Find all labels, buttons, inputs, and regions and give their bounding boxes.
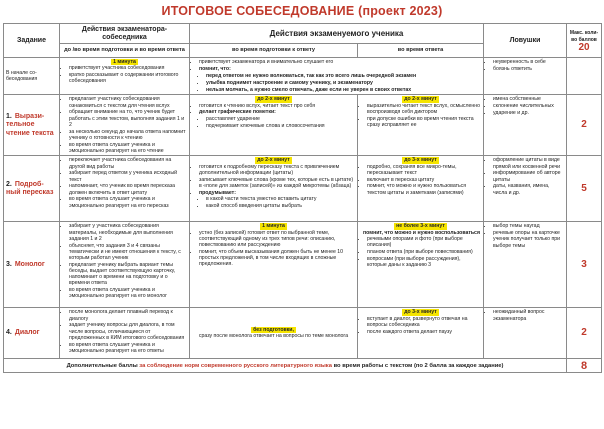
list-item: • после каждого ответа делает паузу (367, 329, 481, 335)
task-2-traps (484, 156, 567, 222)
task-row-1 (4, 95, 602, 156)
intro-score (567, 58, 602, 95)
task-1-prep (190, 95, 358, 156)
list-item: • неуверенность в себе (493, 59, 564, 65)
answer-heading: помнит, что можно и нужно воспользоваться (363, 229, 480, 236)
task-1-cell (4, 95, 60, 156)
list-item: • готовится к подробному пересказу текста с привлечением дополнительной информации (цитаты) (199, 164, 355, 176)
list-item: • помнит, что можно и нужно пользоваться текстом цитаты и заметками (записями) (367, 183, 481, 195)
list-item: • объясняет, что задания 3 и 4 связаны тематически и не имеют отношения к тексту, с которым работал ученик (69, 243, 187, 261)
list-item: • перед ответом не нужно волноваться, так как это всего лишь очередной экзамен (206, 73, 481, 79)
answer-time: не более 3-х минут (396, 223, 445, 230)
intro-traps (484, 58, 567, 95)
task-3-cell (4, 222, 60, 308)
list-item: • обращает внимание на то, что ученик будет работать с этим текстом, выполняя задания 1 и 2 (69, 109, 187, 127)
list-item: • во время ответа слушает ученика и эмоционально реагирует на его чтение (69, 142, 187, 154)
task-1-score: 2 (567, 95, 602, 156)
header-traps: Ловушки (484, 24, 567, 58)
list-item: • склонение числительных (493, 103, 564, 109)
task-3-score: 3 (567, 222, 602, 308)
task-name: Монолог (14, 260, 45, 268)
list-item: • переключает участника собеседования на другой вид работы (69, 157, 187, 169)
task-number: 4. (6, 329, 12, 337)
task-name: Подроб-ный пересказ (6, 180, 54, 196)
list-item: • приветствует участника собеседования (69, 65, 187, 71)
list-item: • даты, названия, имена, числа и др. (493, 183, 564, 195)
header-max (567, 24, 602, 58)
list-item: • задает ученику вопросы для диалога, в том числе вопросы, отличающиеся от предложенных в КИМ итогового собеседования (69, 322, 187, 340)
prep-time: без подготовки, (253, 327, 294, 334)
prep-time: 1 минута (262, 223, 285, 230)
task-2-answer (358, 156, 484, 222)
list-item: • за несколько секунд до начала ответа напомнит ученику о готовности к чтению (69, 129, 187, 141)
list-item: • забирает у участника собеседования материалы, необходимые для выполнения задания 1 и 2 (69, 223, 187, 241)
header-max-label: Макс. коли-во баллов (569, 30, 599, 43)
task-number: 3. (6, 260, 12, 268)
list-item: • имена собственные (493, 96, 564, 102)
list-item: • выразительно читает текст вслух, осмысленно воспроизводя себя диктором (367, 103, 481, 115)
list-item: • подробно, сохраняя все микро-темы, пересказывает текст (367, 164, 481, 176)
task-2-prep (190, 156, 358, 222)
list-item: • в какой части текста уместно вставить цитату (206, 196, 355, 202)
footer-score: 8 (567, 359, 602, 373)
list-item: • во время ответа слушает ученика и эмоционально реагирует на его монолог (69, 287, 187, 299)
task-4-answer (358, 308, 484, 359)
list-item: • предлагает ученику выбрать вариант темы беседы, выдает соответствующую карточку, напоминает о времени на подготовку и о времени ответа (69, 262, 187, 286)
task-4-prep (190, 308, 358, 359)
task-3-traps (484, 222, 567, 308)
task-name: Вырази-тельное чтение текста (6, 113, 54, 137)
header-student: Действия экзаменуемого ученика (190, 24, 484, 44)
subheader-answer: во время ответа (358, 44, 484, 58)
list-item: • какой способ введения цитаты выбрать (206, 203, 355, 209)
header-row (4, 24, 602, 44)
task-1-traps (484, 95, 567, 156)
task-4-cell (4, 308, 60, 359)
list-item: • информирование об авторе цитаты (493, 170, 564, 182)
task-2-examiner (60, 156, 190, 222)
list-item: • готовится к чтению вслух, читает текст про себя (199, 103, 355, 109)
list-item: • продумывает: (199, 190, 355, 196)
header-task: Задание (4, 24, 60, 58)
list-item: • расставляет ударение (206, 116, 355, 122)
list-item: • после монолога делает плавный переход к диалогу (69, 309, 187, 321)
subheader-examiner: до /во время подготовки и во время ответа (60, 44, 190, 58)
intro-time: 1 минута (113, 59, 136, 65)
list-item: • подчеркивает ключевые слова и словосочетания (206, 123, 355, 129)
list-item: • планом ответа (при выборе повествования) (367, 249, 481, 255)
footer-row (4, 359, 602, 373)
list-item: • при допуске ошибки во время чтения текста сразу исправляет ее (367, 116, 481, 128)
task-3-answer (358, 222, 484, 308)
list-item: • оформление цитаты в виде прямой или косвенной речи (493, 157, 564, 169)
task-2-cell (4, 156, 60, 222)
task-2-score: 5 (567, 156, 602, 222)
task-4-traps (484, 308, 567, 359)
list-item: • напоминает, что ученик во время пересказа должен включить в ответ цитату (69, 183, 187, 195)
intro-row (4, 58, 602, 95)
footer-part-c: во время работы с текстом (по 2 балла за каждое задание) (333, 362, 504, 369)
task-row-3 (4, 222, 602, 308)
task-3-examiner (60, 222, 190, 308)
intro-task: В начале со-беседования (4, 58, 60, 95)
prep-text: сразу после монолога отвечает на вопросы по теме монолога (198, 333, 349, 340)
list-item: • выбор темы наугад (493, 223, 564, 229)
header-examiner: Действия экзаменатора-собеседника (60, 24, 190, 44)
list-item: • кратко рассказывает о содержании итогового собеседования (69, 72, 187, 84)
list-item: • забирает перед ответом у ученика исходный текст (69, 170, 187, 182)
answer-time: до 3-х минут (404, 157, 437, 164)
list-item: • записывает ключевые слова (кроме тех, которые есть в цитате) в «поле для заметок (записей)» из каждой микротемы (абзаца) (199, 177, 355, 189)
list-item: • улыбка поднимет настроение и самому ученику, и экзаменатору (206, 80, 481, 86)
list-item: • ударение и др. (493, 110, 564, 116)
task-1-examiner (60, 95, 190, 156)
footer-text (4, 359, 567, 373)
list-item: • неожиданный вопрос экзаменатора (493, 309, 564, 321)
task-name: Диалог (14, 329, 40, 337)
task-1-answer (358, 95, 484, 156)
list-item: • вопросами (при выборе рассуждения), которые даны к заданию 3 (367, 256, 481, 268)
footer-part-b: за соблюдение норм современного русского литературного языка (139, 362, 332, 369)
prep-time: до 2-х минут (257, 157, 290, 164)
list-item: • нельзя молчать, а нужно смело отвечать, даже если не уверен в своих ответах (206, 87, 481, 93)
answer-time: до 3-х минут (404, 309, 437, 316)
list-item: • речевыми опорами и фото (при выборе описания) (367, 236, 481, 248)
list-item: • во время ответа слушает ученика и эмоционально реагирует на его пересказ (69, 196, 187, 208)
list-item: • делает графические пометки: (199, 109, 355, 115)
list-item: • приветствует экзаменатора и внимательно слушает его (199, 59, 481, 65)
task-4-examiner (60, 308, 190, 359)
list-item: • боязнь ответить (493, 66, 564, 72)
list-item: • включает в пересказ цитату (367, 177, 481, 183)
prep-time: до 2-х минут (257, 96, 290, 103)
task-3-prep (190, 222, 358, 308)
answer-time: до 2-х минут (404, 96, 437, 103)
task-4-score: 2 (567, 308, 602, 359)
footer-part-a: Дополнительные баллы (66, 362, 138, 369)
list-item: • устно (без записей) готовит ответ по выбранной теме, соответствующий одному из трех типов речи: описанию, повествованию или рассуждению (199, 230, 355, 248)
subheader-prep: во время подготовки к ответу (190, 44, 358, 58)
list-item: • вступает в диалог, развернуто отвечая на вопросы собеседника (367, 316, 481, 328)
list-item: • речевые опоры на карточке ученик получает только при выборе темы (493, 230, 564, 248)
task-row-4 (4, 308, 602, 359)
list-item: • предлагает участнику собеседования ознакомиться с текстом для чтения вслух (69, 96, 187, 108)
page-title: ИТОГОВОЕ СОБЕСЕДОВАНИЕ (проект 2023) (161, 4, 443, 18)
task-number: 1. (6, 113, 12, 121)
header-max-total: 20 (578, 41, 590, 53)
intro-examiner (60, 58, 190, 95)
list-item: • помнит, что: (199, 66, 481, 72)
interview-table (3, 23, 602, 373)
list-item: • во время ответа слушает ученика и эмоционально реагирует на его ответы (69, 342, 187, 354)
list-item: • помнит, что объем высказывания должен быть не менее 10 простых предложений, в том числе входящих в сложные предложения. (199, 249, 355, 267)
intro-student (190, 58, 484, 95)
task-number: 2. (6, 180, 12, 188)
task-row-2 (4, 156, 602, 222)
